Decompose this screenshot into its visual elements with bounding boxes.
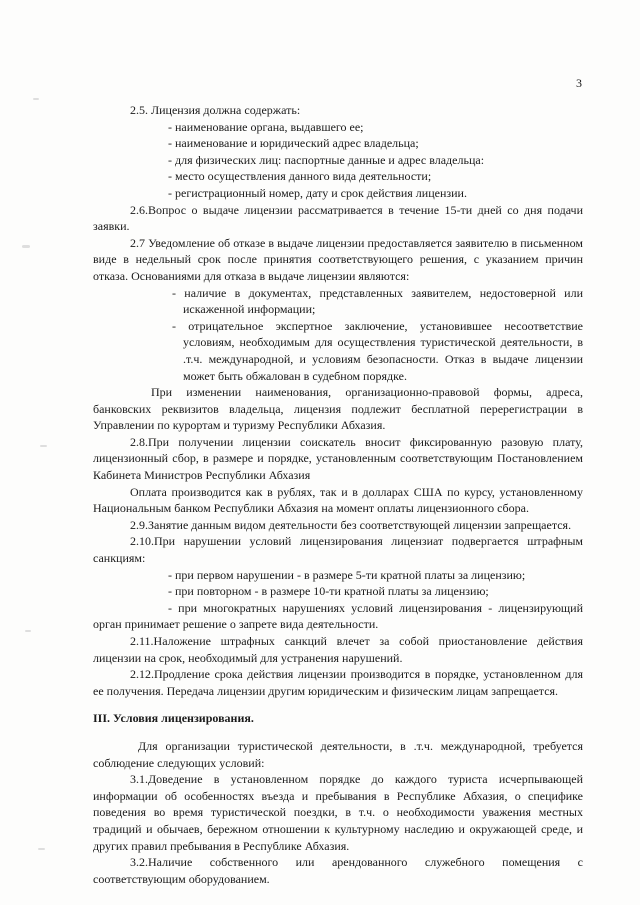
paragraph-2-9: 2.9.Занятие данным видом деятельности без соответствующей лицензии запрещается.: [130, 517, 572, 532]
list-item: - для физических лиц: паспортные данные и адрес владельца:: [168, 152, 485, 167]
list-item: - место осуществления данного вида деятельности;: [168, 169, 432, 184]
paragraph-2-10: 2.10.При нарушении условий лицензирования лицензиат подвергается штрафным санкциям:: [93, 534, 583, 566]
scan-mark: [40, 445, 47, 447]
paragraph-3-2: 3.2.Наличие собственного или арендованного служебного помещения с соответствующим оборудованием.: [93, 855, 583, 886]
page-number: 3: [576, 76, 582, 90]
paragraph-2-12: 2.12.Продление срока действия лицензии производится в порядке, установленном для ее получения. Передача лицензии другим юридическим и физическим лицам запрещается.: [93, 667, 583, 698]
paragraph-2-11: 2.11.Наложение штрафных санкций влечет за собой приостановление действия лицензии на срок, необходимый для устранения нарушений.: [93, 634, 583, 665]
list-item: - регистрационный номер, дату и срок действия лицензии.: [168, 185, 467, 200]
document-body: [93, 102, 583, 887]
scan-mark: [38, 848, 45, 850]
list-item: - при первом нарушении - в размере 5-ти кратной платы за лицензию;: [168, 567, 526, 582]
list-item: - наименование и юридический адрес владельца;: [168, 136, 419, 151]
scan-mark: [22, 245, 30, 248]
paragraph-2-5: 2.5. Лицензия должна содержать:: [130, 103, 301, 117]
list-item: - отрицательное экспертное заключение, установившее несоответствие условиям, необходимым для осуществления туристической деятельности, в .т.ч. международной, и условиям безопасности. Отказ в выдаче лицензии может быть обжалован в судебном порядке.: [172, 318, 583, 383]
paragraph-payment: Оплата производится как в рублях, так и в долларах США по курсу, установленному Национальным банком Республики Абхазия на момент оплаты лицензионного сбора.: [93, 484, 583, 516]
list-item: - при многократных нарушениях условий лицензирования - лицензирующий орган принимает решение о запрете вида деятельности.: [93, 600, 583, 632]
section-heading: III. Условия лицензирования.: [93, 711, 254, 726]
scan-mark: [25, 630, 31, 632]
paragraph-reregistration: При изменении наименования, организационно-правовой формы, адреса, банковских реквизитов владельца, лицензия подлежит бесплатной перерегистрации в Управлении по курортам и туризму Республики Абхазия.: [93, 385, 583, 433]
scan-mark: [33, 98, 39, 100]
list-item: - наличие в документах, представленных заявителем, недостоверной или искаженной информации;: [172, 285, 583, 317]
paragraph-section3-intro: Для организации туристической деятельности, в .т.ч. международной, требуется соблюдение следующих условий:: [93, 738, 583, 770]
list-item: - при повторном - в размере 10-ти кратной платы за лицензию;: [168, 584, 489, 599]
paragraph-2-8: 2.8.При получении лицензии соискатель вносит фиксированную разовую плату, лицензионный сбор, в размере и порядке, установленным соответствующим Постановлением Кабинета Министров Республики Абхазия: [93, 434, 583, 483]
paragraph-2-7: 2.7 Уведомление об отказе в выдаче лицензии предоставляется заявителю в письменном виде в недельный срок после принятия соответствующего решения, с указанием причин отказа. Основаниями для отказа в выдаче лицензии являются:: [93, 235, 583, 283]
list-item: - наименование органа, выдавшего ее;: [168, 119, 364, 134]
paragraph-3-1: 3.1.Доведение в установленном порядке до каждого туриста исчерпывающей информации об особенностях въезда и пребывания в Республике Абхазия, о специфике поведения во время туристической поездки, в т.ч. о необходимости уважения местных традиций и обычаев, бережном отношении к культурному наследию и окружающей среде, и других правил пребывания в Республике Абхазия.: [93, 772, 583, 853]
paragraph-2-6: 2.6.Вопрос о выдаче лицензии рассматривается в течение 15-ти дней со дня подачи заявки.: [93, 202, 583, 234]
